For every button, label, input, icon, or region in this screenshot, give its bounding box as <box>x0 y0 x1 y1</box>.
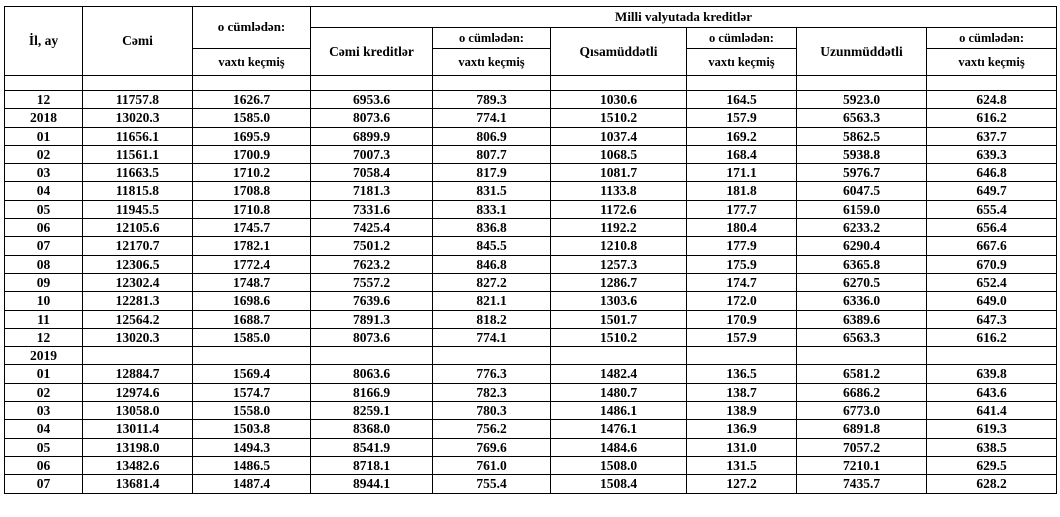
row-value: 769.6 <box>433 438 551 456</box>
row-value: 6047.5 <box>797 182 927 200</box>
row-label: 02 <box>5 145 83 163</box>
row-value: 7210.1 <box>797 456 927 474</box>
row-value: 7501.2 <box>311 237 433 255</box>
row-value: 12281.3 <box>83 292 193 310</box>
row-value <box>193 347 311 365</box>
row-value: 846.8 <box>433 255 551 273</box>
row-value: 845.5 <box>433 237 551 255</box>
row-value: 138.7 <box>687 383 797 401</box>
row-value: 1558.0 <box>193 402 311 420</box>
row-value: 1782.1 <box>193 237 311 255</box>
row-value: 12306.5 <box>83 255 193 273</box>
row-value: 12974.6 <box>83 383 193 401</box>
table-header <box>5 7 1057 76</box>
row-value: 11815.8 <box>83 182 193 200</box>
row-value: 6233.2 <box>797 219 927 237</box>
header-national-currency-group: Milli valyutada kreditlər <box>311 7 1057 28</box>
row-value: 821.1 <box>433 292 551 310</box>
row-label: 08 <box>5 255 83 273</box>
row-value: 776.3 <box>433 365 551 383</box>
row-value: 670.9 <box>927 255 1057 273</box>
row-value <box>927 347 1057 365</box>
row-label: 05 <box>5 200 83 218</box>
table-row <box>5 365 1057 383</box>
row-value: 1030.6 <box>551 91 687 109</box>
row-value: 127.2 <box>687 475 797 493</box>
row-label: 12 <box>5 91 83 109</box>
row-value: 131.5 <box>687 456 797 474</box>
row-value: 616.2 <box>927 328 1057 346</box>
row-value: 13011.4 <box>83 420 193 438</box>
row-value: 6563.3 <box>797 328 927 346</box>
row-value: 1487.4 <box>193 475 311 493</box>
table-row <box>5 420 1057 438</box>
row-value: 13020.3 <box>83 109 193 127</box>
row-value: 1585.0 <box>193 109 311 127</box>
row-value: 13681.4 <box>83 475 193 493</box>
row-value <box>687 347 797 365</box>
row-value <box>797 347 927 365</box>
row-value: 1286.7 <box>551 273 687 291</box>
row-value: 174.7 <box>687 273 797 291</box>
spacer-cell <box>797 76 927 91</box>
row-value: 646.8 <box>927 164 1057 182</box>
row-value: 1257.3 <box>551 255 687 273</box>
row-label: 07 <box>5 237 83 255</box>
row-value: 1510.2 <box>551 328 687 346</box>
credit-statistics-table <box>4 6 1057 494</box>
row-value: 131.0 <box>687 438 797 456</box>
row-value: 817.9 <box>433 164 551 182</box>
row-value: 1700.9 <box>193 145 311 163</box>
table-row <box>5 475 1057 493</box>
row-value: 7435.7 <box>797 475 927 493</box>
spacer-cell <box>83 76 193 91</box>
row-value: 1772.4 <box>193 255 311 273</box>
row-value: 164.5 <box>687 91 797 109</box>
row-value: 639.3 <box>927 145 1057 163</box>
row-value: 180.4 <box>687 219 797 237</box>
row-value: 1510.2 <box>551 109 687 127</box>
row-label: 04 <box>5 182 83 200</box>
row-value: 641.4 <box>927 402 1057 420</box>
row-value: 1745.7 <box>193 219 311 237</box>
row-value: 12884.7 <box>83 365 193 383</box>
row-value: 8541.9 <box>311 438 433 456</box>
row-value: 1192.2 <box>551 219 687 237</box>
row-value <box>433 347 551 365</box>
row-value: 5923.0 <box>797 91 927 109</box>
row-value: 6336.0 <box>797 292 927 310</box>
row-value: 6389.6 <box>797 310 927 328</box>
row-label: 03 <box>5 164 83 182</box>
table-row <box>5 109 1057 127</box>
row-value: 833.1 <box>433 200 551 218</box>
row-value: 1508.4 <box>551 475 687 493</box>
header-short-overdue-group: o cümlədən: <box>687 28 797 49</box>
table-row <box>5 292 1057 310</box>
row-value: 5938.8 <box>797 145 927 163</box>
row-value: 8073.6 <box>311 109 433 127</box>
row-value: 1574.7 <box>193 383 311 401</box>
row-value: 12170.7 <box>83 237 193 255</box>
row-value: 628.2 <box>927 475 1057 493</box>
row-value: 629.5 <box>927 456 1057 474</box>
row-value: 169.2 <box>687 127 797 145</box>
row-value: 1748.7 <box>193 273 311 291</box>
row-value: 1081.7 <box>551 164 687 182</box>
header-national-total: Cəmi kreditlər <box>311 28 433 76</box>
header-row-1 <box>5 7 1057 28</box>
table-row <box>5 200 1057 218</box>
row-value: 175.9 <box>687 255 797 273</box>
row-value: 6891.8 <box>797 420 927 438</box>
row-value: 1482.4 <box>551 365 687 383</box>
table-row <box>5 328 1057 346</box>
row-value: 655.4 <box>927 200 1057 218</box>
row-value: 807.7 <box>433 145 551 163</box>
row-value: 774.1 <box>433 109 551 127</box>
row-value: 1133.8 <box>551 182 687 200</box>
row-value: 1476.1 <box>551 420 687 438</box>
row-value: 827.2 <box>433 273 551 291</box>
row-value: 11656.1 <box>83 127 193 145</box>
row-value: 782.3 <box>433 383 551 401</box>
row-value: 5976.7 <box>797 164 927 182</box>
row-value: 1710.8 <box>193 200 311 218</box>
table-row <box>5 402 1057 420</box>
row-value: 13198.0 <box>83 438 193 456</box>
row-value: 1710.2 <box>193 164 311 182</box>
row-value: 6159.0 <box>797 200 927 218</box>
table-row <box>5 219 1057 237</box>
row-value: 667.6 <box>927 237 1057 255</box>
row-value: 11757.8 <box>83 91 193 109</box>
row-value: 780.3 <box>433 402 551 420</box>
row-value: 1068.5 <box>551 145 687 163</box>
table-row <box>5 438 1057 456</box>
row-value: 8368.0 <box>311 420 433 438</box>
table-row <box>5 255 1057 273</box>
row-value: 12105.6 <box>83 219 193 237</box>
row-label: 2018 <box>5 109 83 127</box>
row-label: 10 <box>5 292 83 310</box>
row-label: 03 <box>5 402 83 420</box>
row-value: 7058.4 <box>311 164 433 182</box>
row-label: 05 <box>5 438 83 456</box>
row-value: 619.3 <box>927 420 1057 438</box>
row-value: 6899.9 <box>311 127 433 145</box>
row-value: 170.9 <box>687 310 797 328</box>
spacer-cell <box>193 76 311 91</box>
row-value: 7639.6 <box>311 292 433 310</box>
row-value: 6953.6 <box>311 91 433 109</box>
row-label: 11 <box>5 310 83 328</box>
row-value: 6365.8 <box>797 255 927 273</box>
row-value: 138.9 <box>687 402 797 420</box>
table-row <box>5 273 1057 291</box>
header-short-overdue-sub: vaxtı keçmiş <box>687 49 797 76</box>
row-value: 831.5 <box>433 182 551 200</box>
row-label: 12 <box>5 328 83 346</box>
row-value: 6686.2 <box>797 383 927 401</box>
row-label: 2019 <box>5 347 83 365</box>
row-value: 171.1 <box>687 164 797 182</box>
row-value: 1484.6 <box>551 438 687 456</box>
row-value: 1708.8 <box>193 182 311 200</box>
row-value: 7623.2 <box>311 255 433 273</box>
table-row <box>5 347 1057 365</box>
row-value: 6581.2 <box>797 365 927 383</box>
row-value: 818.2 <box>433 310 551 328</box>
row-value: 11663.5 <box>83 164 193 182</box>
row-value: 1172.6 <box>551 200 687 218</box>
spacer-stub <box>5 76 83 91</box>
row-value: 1626.7 <box>193 91 311 109</box>
table-body <box>5 76 1057 494</box>
row-value: 11945.5 <box>83 200 193 218</box>
header-total-overdue-sub: vaxtı keçmiş <box>193 49 311 76</box>
row-value: 638.5 <box>927 438 1057 456</box>
row-value: 806.9 <box>433 127 551 145</box>
spacer-cell <box>927 76 1057 91</box>
row-value: 13058.0 <box>83 402 193 420</box>
table-row <box>5 127 1057 145</box>
row-value: 8073.6 <box>311 328 433 346</box>
row-value: 616.2 <box>927 109 1057 127</box>
row-value: 7891.3 <box>311 310 433 328</box>
header-national-overdue-sub: vaxtı keçmiş <box>433 49 551 76</box>
row-value: 1501.7 <box>551 310 687 328</box>
row-value: 761.0 <box>433 456 551 474</box>
row-value: 13482.6 <box>83 456 193 474</box>
row-value <box>311 347 433 365</box>
row-value: 1688.7 <box>193 310 311 328</box>
row-value: 652.4 <box>927 273 1057 291</box>
table-row <box>5 164 1057 182</box>
row-value: 6270.5 <box>797 273 927 291</box>
row-value: 8166.9 <box>311 383 433 401</box>
row-label: 07 <box>5 475 83 493</box>
row-label: 01 <box>5 127 83 145</box>
row-value: 12564.2 <box>83 310 193 328</box>
row-value: 643.6 <box>927 383 1057 401</box>
row-value: 639.8 <box>927 365 1057 383</box>
row-label: 09 <box>5 273 83 291</box>
row-value <box>551 347 687 365</box>
table-spacer-row <box>5 76 1057 91</box>
row-value: 157.9 <box>687 328 797 346</box>
row-value <box>83 347 193 365</box>
header-long-term: Uzunmüddətli <box>797 28 927 76</box>
row-value: 647.3 <box>927 310 1057 328</box>
row-value: 1695.9 <box>193 127 311 145</box>
row-label: 01 <box>5 365 83 383</box>
row-value: 774.1 <box>433 328 551 346</box>
row-value: 7007.3 <box>311 145 433 163</box>
row-value: 7331.6 <box>311 200 433 218</box>
spacer-cell <box>551 76 687 91</box>
table-row <box>5 310 1057 328</box>
row-value: 7557.2 <box>311 273 433 291</box>
row-value: 8259.1 <box>311 402 433 420</box>
table-row <box>5 237 1057 255</box>
row-value: 1480.7 <box>551 383 687 401</box>
row-value: 1569.4 <box>193 365 311 383</box>
row-value: 1303.6 <box>551 292 687 310</box>
table-row <box>5 145 1057 163</box>
header-total: Cəmi <box>83 7 193 76</box>
spacer-cell <box>687 76 797 91</box>
row-label: 06 <box>5 219 83 237</box>
row-value: 624.8 <box>927 91 1057 109</box>
row-value: 11561.1 <box>83 145 193 163</box>
header-short-term: Qısamüddətli <box>551 28 687 76</box>
row-value: 181.8 <box>687 182 797 200</box>
row-value: 136.9 <box>687 420 797 438</box>
row-value: 12302.4 <box>83 273 193 291</box>
row-value: 1486.1 <box>551 402 687 420</box>
row-value: 649.7 <box>927 182 1057 200</box>
row-value: 755.4 <box>433 475 551 493</box>
row-value: 6290.4 <box>797 237 927 255</box>
row-value: 756.2 <box>433 420 551 438</box>
row-value: 172.0 <box>687 292 797 310</box>
row-value: 8944.1 <box>311 475 433 493</box>
row-value: 1503.8 <box>193 420 311 438</box>
row-value: 8063.6 <box>311 365 433 383</box>
row-value: 177.7 <box>687 200 797 218</box>
row-value: 157.9 <box>687 109 797 127</box>
table-row <box>5 182 1057 200</box>
header-total-overdue-group: o cümlədən: <box>193 7 311 49</box>
row-value: 1494.3 <box>193 438 311 456</box>
row-value: 1037.4 <box>551 127 687 145</box>
row-value: 1210.8 <box>551 237 687 255</box>
row-label: 02 <box>5 383 83 401</box>
header-long-overdue-group: o cümlədən: <box>927 28 1057 49</box>
row-value: 1585.0 <box>193 328 311 346</box>
row-value: 6773.0 <box>797 402 927 420</box>
row-value: 13020.3 <box>83 328 193 346</box>
row-value: 136.5 <box>687 365 797 383</box>
row-value: 1508.0 <box>551 456 687 474</box>
row-value: 177.9 <box>687 237 797 255</box>
row-value: 1698.6 <box>193 292 311 310</box>
row-value: 836.8 <box>433 219 551 237</box>
row-label: 06 <box>5 456 83 474</box>
row-value: 637.7 <box>927 127 1057 145</box>
row-value: 6563.3 <box>797 109 927 127</box>
row-value: 1486.5 <box>193 456 311 474</box>
header-long-overdue-sub: vaxtı keçmiş <box>927 49 1057 76</box>
table-row <box>5 456 1057 474</box>
row-value: 7181.3 <box>311 182 433 200</box>
row-value: 168.4 <box>687 145 797 163</box>
row-label: 04 <box>5 420 83 438</box>
row-value: 7425.4 <box>311 219 433 237</box>
table-row <box>5 383 1057 401</box>
row-value: 789.3 <box>433 91 551 109</box>
header-stub: İl, ay <box>5 7 83 76</box>
row-value: 8718.1 <box>311 456 433 474</box>
spacer-cell <box>433 76 551 91</box>
row-value: 656.4 <box>927 219 1057 237</box>
row-value: 5862.5 <box>797 127 927 145</box>
spacer-cell <box>311 76 433 91</box>
table-row <box>5 91 1057 109</box>
row-value: 7057.2 <box>797 438 927 456</box>
header-national-overdue-group: o cümlədən: <box>433 28 551 49</box>
row-value: 649.0 <box>927 292 1057 310</box>
